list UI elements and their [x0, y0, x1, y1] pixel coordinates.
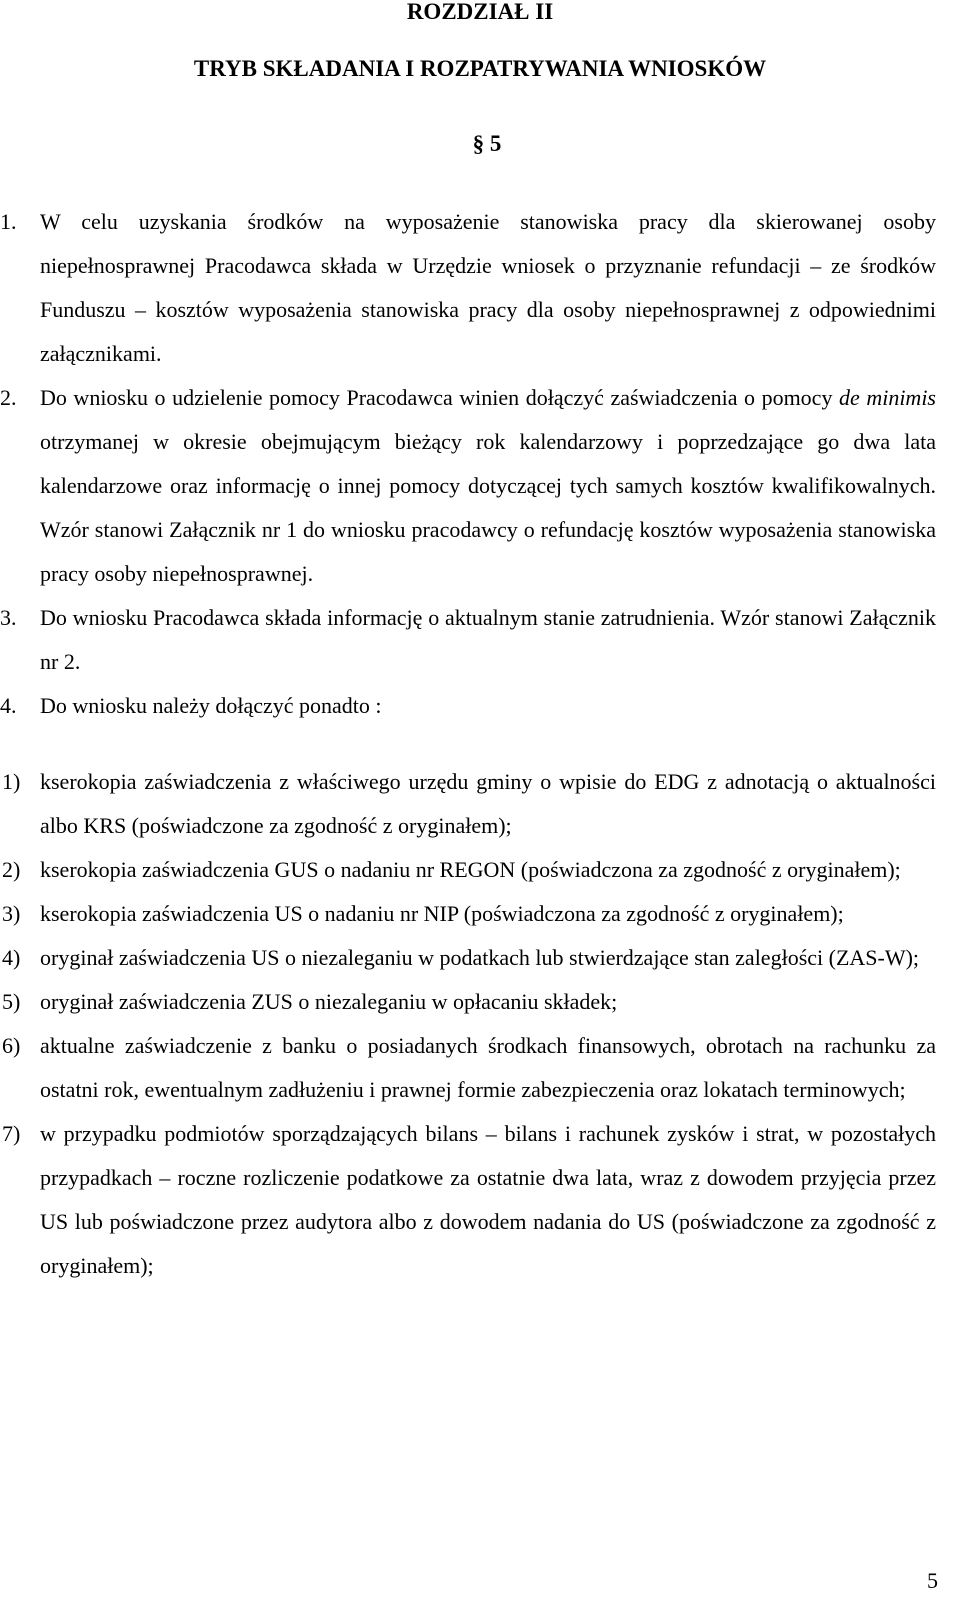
list-number: 1): [2, 769, 21, 794]
spacer: [0, 728, 960, 760]
list-text: kserokopia zaświadczenia US o nadaniu nr NIP (poświadczona za zgodność z oryginałem);: [40, 901, 844, 926]
list-number: 7): [2, 1121, 21, 1146]
paragraph-text: Do wniosku o udzielenie pomocy Pracodawca winien dołączyć zaświadczenia o pomocy: [40, 385, 839, 410]
paragraph-text: Do wniosku należy dołączyć ponadto :: [40, 693, 382, 718]
paragraph-number: 3.: [0, 605, 17, 630]
paragraph-3: [0, 596, 960, 684]
list-item: [0, 936, 960, 980]
paragraph-number: 2.: [0, 385, 17, 410]
list-number: 5): [2, 989, 21, 1014]
list-text: oryginał zaświadczenia ZUS o niezaleganiu w opłacaniu składek;: [40, 989, 618, 1014]
list-item: [0, 760, 960, 848]
document-body: [0, 200, 960, 1288]
list-number: 2): [2, 857, 21, 882]
paragraph-number: 1.: [0, 209, 17, 234]
paragraph-1: [0, 200, 960, 376]
paragraph-4: [0, 684, 960, 728]
page-number: 5: [927, 1568, 938, 1593]
paragraph-text: W celu uzyskania środków na wyposażenie stanowiska pracy dla skierowanej osoby niepełnosprawnej Pracodawca składa w Urzędzie wniosek o przyznanie refundacji – ze środków Funduszu – kosztów wyposażenia stanowiska pracy dla osoby niepełnosprawnej z odpowiednimi załącznikami.: [40, 209, 936, 366]
list-number: 3): [2, 901, 21, 926]
paragraph-2: [0, 376, 960, 596]
list-item: [0, 1024, 960, 1112]
chapter-number: ROZDZIAŁ II: [406, 0, 554, 24]
paragraph-text: Do wniosku Pracodawca składa informację o aktualnym stanie zatrudnienia. Wzór stanowi Załącznik nr 2.: [40, 605, 936, 674]
italic-term: de minimis: [839, 385, 936, 410]
section-heading: § 5: [472, 131, 502, 156]
list-item: [0, 848, 960, 892]
paragraph-text: otrzymanej w okresie obejmującym bieżący rok kalendarzowy i poprzedzające go dwa lata kalendarzowe oraz informację o innej pomocy dotyczącej tych samych kosztów kwalifikowalnych. Wzór stanowi Załącznik nr 1 do wniosku pracodawcy o refundację kosztów wyposażenia stanowiska pracy osoby niepełnosprawnej.: [40, 429, 936, 586]
list-item: [0, 980, 960, 1024]
list-text: kserokopia zaświadczenia z właściwego urzędu gminy o wpisie do EDG z adnotacją o aktualności albo KRS (poświadczone za zgodność z oryginałem);: [40, 769, 936, 838]
list-text: w przypadku podmiotów sporządzających bilans – bilans i rachunek zysków i strat, w pozostałych przypadkach – roczne rozliczenie podatkowe za ostatnie dwa lata, wraz z dowodem przyjęcia przez US lub poświadczone przez audytora albo z dowodem nadania do US (poświadczone za zgodność z oryginałem);: [40, 1121, 936, 1278]
list-number: 6): [2, 1033, 21, 1058]
list-text: aktualne zaświadczenie z banku o posiadanych środkach finansowych, obrotach na rachunku za ostatni rok, ewentualnym zadłużeniu i prawnej formie zabezpieczenia oraz lokatach terminowych;: [40, 1033, 936, 1102]
paragraph-number: 4.: [0, 693, 17, 718]
list-item: [0, 1112, 960, 1288]
list-text: oryginał zaświadczenia US o niezaleganiu w podatkach lub stwierdzające stan zaległości (ZAS-W);: [40, 945, 920, 970]
chapter-title: TRYB SKŁADANIA I ROZPATRYWANIA WNIOSKÓW: [193, 56, 767, 81]
list-item: [0, 892, 960, 936]
list-text: kserokopia zaświadczenia GUS o nadaniu nr REGON (poświadczona za zgodność z oryginałem);: [40, 857, 901, 882]
list-number: 4): [2, 945, 21, 970]
